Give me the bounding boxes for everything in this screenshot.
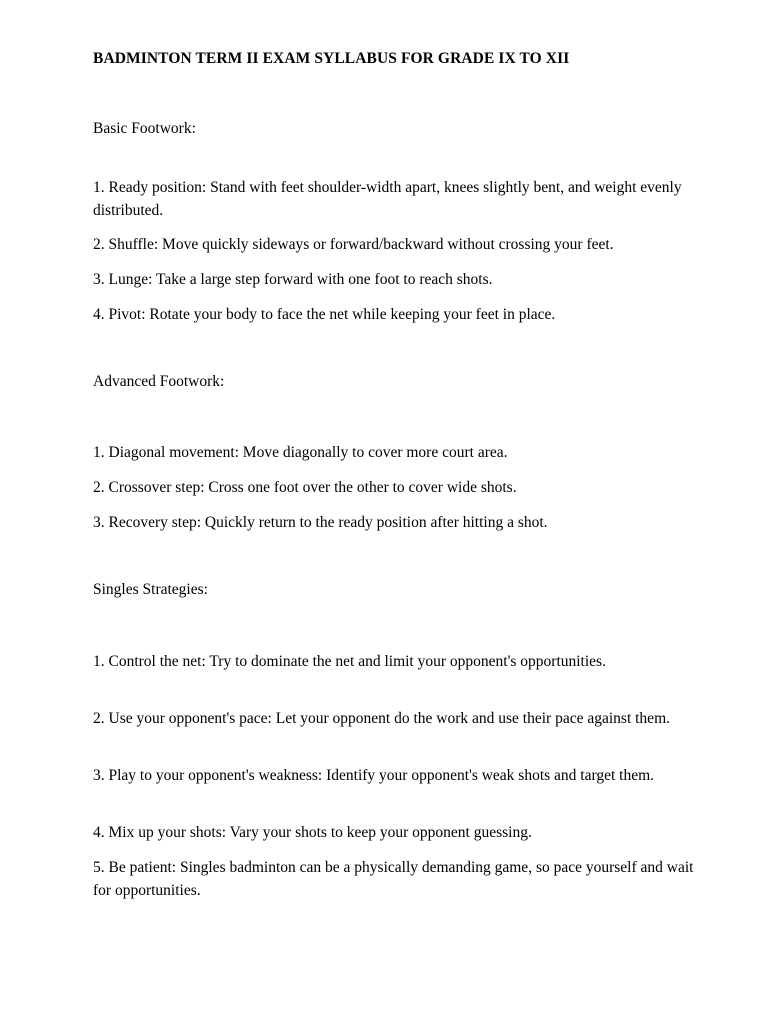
list-item: 4. Mix up your shots: Vary your shots to keep your opponent guessing. bbox=[93, 824, 532, 841]
list-item: 1. Control the net: Try to dominate the net and limit your opponent's opportunities. bbox=[93, 653, 606, 670]
list-item: 1. Ready position: Stand with feet shoulder-width apart, knees slightly bent, and weight evenly distributed. bbox=[93, 179, 682, 219]
section-heading-singles-strategies: Singles Strategies: bbox=[93, 581, 208, 598]
list-item: 2. Crossover step: Cross one foot over the other to cover wide shots. bbox=[93, 479, 517, 496]
list-item: 3. Lunge: Take a large step forward with one foot to reach shots. bbox=[93, 271, 493, 288]
section-heading-basic-footwork: Basic Footwork: bbox=[93, 120, 196, 137]
section-heading-advanced-footwork: Advanced Footwork: bbox=[93, 373, 225, 390]
list-item: 2. Use your opponent's pace: Let your opponent do the work and use their pace against them. bbox=[93, 710, 670, 727]
list-item: 4. Pivot: Rotate your body to face the net while keeping your feet in place. bbox=[93, 306, 556, 323]
list-item: 1. Diagonal movement: Move diagonally to cover more court area. bbox=[93, 444, 508, 461]
list-item: 5. Be patient: Singles badminton can be a physically demanding game, so pace yourself and wait for opportunities. bbox=[93, 859, 694, 899]
list-item: 3. Play to your opponent's weakness: Identify your opponent's weak shots and target them. bbox=[93, 767, 655, 784]
list-item: 3. Recovery step: Quickly return to the ready position after hitting a shot. bbox=[93, 514, 548, 531]
document-title: BADMINTON TERM II EXAM SYLLABUS FOR GRADE IX TO XII bbox=[93, 50, 570, 67]
list-item: 2. Shuffle: Move quickly sideways or forward/backward without crossing your feet. bbox=[93, 236, 614, 253]
